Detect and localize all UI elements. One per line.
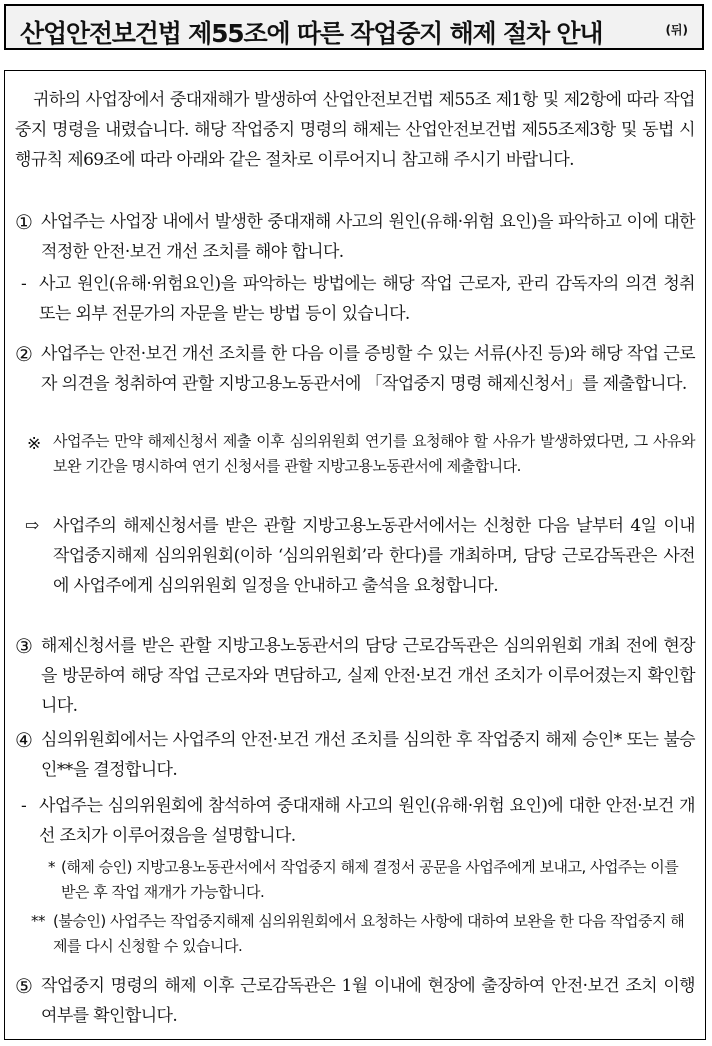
step-1-sub-text: 사고 원인(유해·위험요인)을 파악하는 방법에는 해당 작업 근로자, 관리 감독자의 의견 청취 또는 외부 전문가의 자문을 받는 방법 등이 있습니다. — [39, 274, 695, 324]
footnote-rejection-text: (불승인) 사업주는 작업중지해제 심의위원회에서 요청하는 사항에 대하여 보완을 한 다음 작업중지 해제를 다시 신청할 수 있습니다. — [53, 912, 685, 955]
step-2 — [15, 339, 695, 399]
step-3 — [15, 631, 695, 721]
step-2-arrow-text: 사업주의 해제신청서를 받은 관할 지방고용노동관서에서는 신청한 다음 날부터 4일 이내 작업중지해제 심의위원회(이하 ‘심의위원회’라 한다)를 개최하며, 담당 근로감독관은 사전에 사업주에게 심의위원회 일정을 안내하고 출석을 요청합니다. — [53, 516, 695, 596]
step-4-sub — [15, 791, 695, 851]
page-title: 산업안전보건법 제55조에 따른 작업중지 해제 절차 안내 — [20, 19, 603, 48]
step-2-note-text: 사업주는 만약 해제신청서 제출 이후 심의위원회 연기를 요청해야 할 사유가 발생하였다면, 그 사유와 보완 기간을 명시하여 연기 신청서를 관할 지방고용노동관서에 제출합니다. — [53, 432, 695, 475]
intro-paragraph: 귀하의 사업장에서 중대재해가 발생하여 산업안전보건법 제55조 제1항 및 제2항에 따라 작업중지 명령을 내렸습니다. 해당 작업중지 명령의 해제는 산업안전보건법 제55조제3항 및 동법 시행규칙 제69조에 따라 아래와 같은 절차로 이루어지니 참고해 주시기 바랍니다. — [15, 90, 695, 170]
arrow-icon: ⇨ — [25, 516, 39, 536]
dash-marker: - — [21, 796, 27, 816]
step-4-text: 심의위원회에서는 사업주의 안전·보건 개선 조치를 심의한 후 작업중지 해제 승인* 또는 불승인**을 결정합니다. — [41, 730, 695, 780]
step-1-sub — [15, 269, 695, 329]
step-2-arrow — [15, 511, 695, 601]
step-5-text: 작업중지 명령의 해제 이후 근로감독관은 1월 이내에 현장에 출장하여 안전·보건 조치 이행 여부를 확인합니다. — [41, 976, 695, 1026]
step-5-number: ⑤ — [15, 974, 33, 998]
step-1 — [15, 207, 695, 267]
title-box — [4, 4, 704, 50]
dash-marker: - — [21, 274, 27, 294]
footnote-approval — [15, 855, 695, 905]
asterisk-mark: * — [48, 858, 55, 876]
double-asterisk-mark: ** — [31, 912, 45, 930]
step-3-number: ③ — [15, 634, 33, 658]
step-3-text: 해제신청서를 받은 관할 지방고용노동관서의 담당 근로감독관은 심의위원회 개최 전에 현장을 방문하여 해당 작업 근로자와 면담하고, 실제 안전·보건 개선 조치가 이루어졌는지 확인합니다. — [41, 636, 695, 716]
step-4 — [15, 725, 695, 785]
step-4-number: ④ — [15, 728, 33, 752]
step-5 — [15, 971, 695, 1031]
reference-mark: ※ — [27, 434, 41, 454]
page-side-tag: (뒤) — [665, 23, 688, 37]
step-2-number: ② — [15, 342, 33, 366]
footnote-approval-text: (해제 승인) 지방고용노동관서에서 작업중지 해제 결정서 공문을 사업주에게 보내고, 사업주는 이를 받은 후 작업 재개가 가능합니다. — [61, 858, 679, 901]
content-box — [4, 70, 706, 1040]
step-4-sub-text: 사업주는 심의위원회에 참석하여 중대재해 사고의 원인(유해·위험 요인)에 대한 안전·보건 개선 조치가 이루어졌음을 설명합니다. — [39, 796, 695, 846]
step-2-note — [15, 429, 695, 479]
step-2-text: 사업주는 안전·보건 개선 조치를 한 다음 이를 증빙할 수 있는 서류(사진 등)와 해당 작업 근로자 의견을 청취하여 관할 지방고용노동관서에 「작업중지 명령 해제신청서」를 제출합니다. — [41, 344, 695, 394]
step-1-number: ① — [15, 210, 33, 234]
step-1-text: 사업주는 사업장 내에서 발생한 중대재해 사고의 원인(유해·위험 요인)을 파악하고 이에 대한 적정한 안전·보건 개선 조치를 해야 합니다. — [41, 212, 695, 262]
footnote-rejection — [15, 909, 695, 959]
